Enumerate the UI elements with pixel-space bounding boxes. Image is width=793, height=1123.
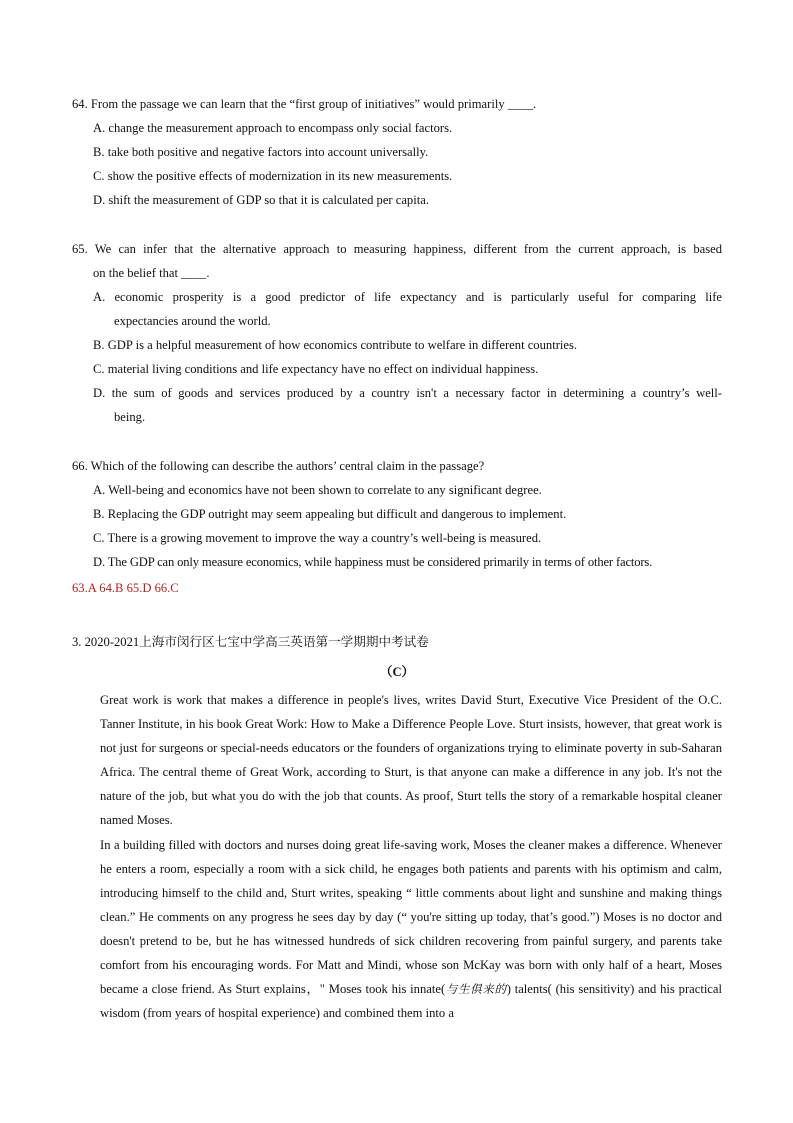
- option-c: C. There is a growing movement to improve the way a country’s well-being is measured.: [93, 531, 542, 545]
- exam-source: 3. 2020-2021上海市闵行区七宝中学高三英语第一学期期中考试卷: [72, 635, 429, 649]
- passage-paragraph-2: [72, 833, 722, 1026]
- option-a: A. change the measurement approach to encompass only social factors.: [93, 121, 453, 135]
- paragraph-text: In a building filled with doctors and nurses doing great life-saving work, Moses the cleaner makes a difference. Whenever he enters a room, especially a room with a sick child, he engages both patients and parents with his optimism and calm, introducing himself to the child and, Sturt writes, speaking “ little comments about light and sunshine and making things clean.” He comments on any progress he sees day by day (“ you're sitting up today, that’s good.”) Moses is no doctor and doesn't pretend to be, but he has witnessed hundreds of sick children recovering from painful surgery, and parents take comfort from his encouraging words. For Matt and Mindi, whose son McKay was born with only half of a heart, Moses became a close friend. As Sturt explains，" Moses took his innate(: [100, 837, 722, 997]
- option-a-continued: expectancies around the world.: [114, 314, 271, 328]
- option-d-continued: being.: [114, 410, 146, 424]
- question-stem: 64. From the passage we can learn that the “first group of initiatives” would primarily ____.: [72, 97, 537, 111]
- reading-passage: [72, 688, 722, 1025]
- option-d: D. The GDP can only measure economics, while happiness must be considered primarily in terms of other factors.: [93, 555, 653, 569]
- option-b: B. GDP is a helpful measurement of how economics contribute to welfare in different countries.: [93, 338, 578, 352]
- option-d: D. shift the measurement of GDP so that it is calculated per capita.: [93, 193, 429, 207]
- question-stem: 65. We can infer that the alternative approach to measuring happiness, different from the current approach, is based: [72, 242, 722, 256]
- answer-key: 63.A 64.B 65.D 66.C: [72, 581, 179, 595]
- option-a: A. Well-being and economics have not been shown to correlate to any significant degree.: [93, 483, 542, 497]
- option-c: C. show the positive effects of modernization in its new measurements.: [93, 169, 453, 183]
- question-stem: 66. Which of the following can describe the authors’ central claim in the passage?: [72, 459, 485, 473]
- option-a: A. economic prosperity is a good predictor of life expectancy and is particularly useful for comparing life: [93, 290, 722, 304]
- question-64: [72, 92, 722, 212]
- chinese-gloss: 与生俱来的: [445, 982, 507, 997]
- option-c: C. material living conditions and life expectancy have no effect on individual happiness.: [93, 362, 539, 376]
- paragraph-text-continued: ) talents( (his sensitivity) and his practical wisdom (from years of hospital experience) and combined them into a: [100, 982, 722, 1021]
- option-b: B. Replacing the GDP outright may seem appealing but difficult and dangerous to implement.: [93, 507, 567, 521]
- passage-paragraph-1: Great work is work that makes a difference in people's lives, writes David Sturt, Executive Vice President of the O.C. Tanner Institute, in his book Great Work: How to Make a Difference People Love. Sturt insists, however, that great work is not just for surgeons or special-needs educators or the founders of organizations trying to eliminate poverty in sub-Saharan Africa. The central theme of Great Work, according to Sturt, is that anyone can make a difference in any job. It's not the nature of the job, but what you do with the job that counts. As proof, Sturt tells the story of a remarkable hospital cleaner named Moses.: [100, 693, 722, 828]
- passage-title: （C）: [379, 665, 415, 679]
- option-b: B. take both positive and negative factors into account universally.: [93, 145, 429, 159]
- question-65: [72, 237, 722, 429]
- question-stem-continued: on the belief that ____.: [93, 266, 210, 280]
- option-d: D. the sum of goods and services produced by a country isn't a necessary factor in determining a country’s well-: [93, 386, 722, 400]
- question-66: [72, 454, 722, 574]
